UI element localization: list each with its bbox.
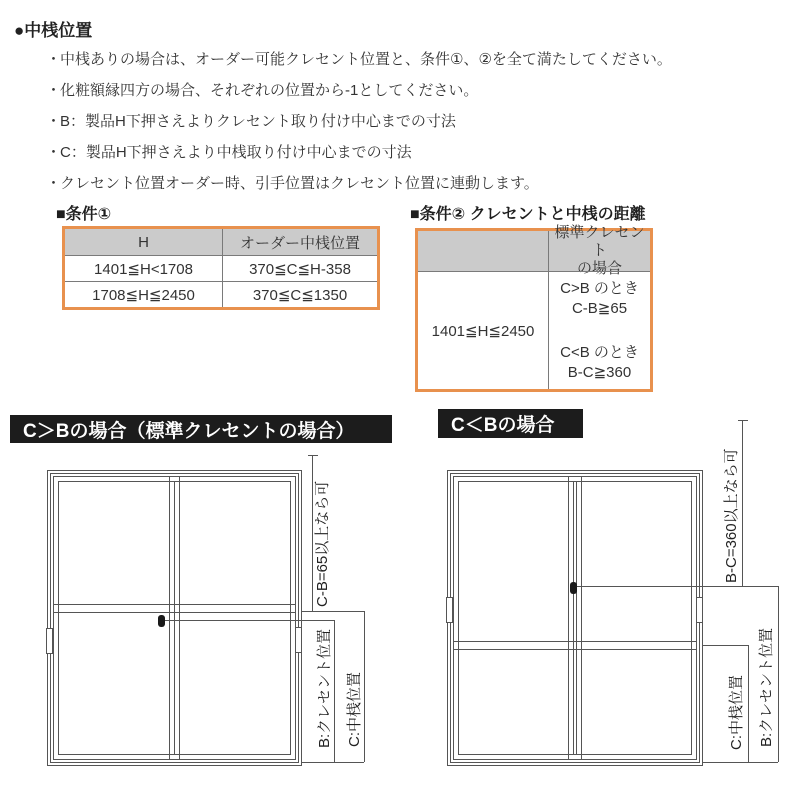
dim-b-label: B:クレセント位置	[758, 627, 775, 747]
leader-tick	[738, 420, 748, 421]
case-line: B-C≧360	[567, 363, 632, 381]
leader-tick	[308, 455, 318, 456]
pull-handle	[46, 628, 53, 654]
crescent-lock	[158, 615, 165, 627]
extension-line-crescent	[165, 620, 334, 621]
dim-c-label: C:中桟位置	[728, 674, 745, 750]
table-cell: 370≦C≦H-358	[222, 255, 377, 281]
bullet-marker: ・	[46, 51, 62, 68]
dimension-line-c	[364, 611, 365, 762]
mid-rail	[453, 641, 697, 650]
bullet-item	[46, 168, 786, 199]
dim-c-label: C:中桟位置	[346, 671, 363, 747]
window-panel-left	[453, 476, 582, 760]
bullet-text: B：製品H下押さえよりクレセント取り付け中心までの寸法	[60, 113, 456, 130]
extension-line-rail	[703, 645, 748, 646]
dim-b-label: B:クレセント位置	[316, 628, 333, 748]
pull-handle	[295, 627, 302, 653]
table-cell: 1401≦H≦2450	[418, 271, 548, 389]
case-line: C>B のとき	[560, 279, 639, 297]
dimension-line-b	[334, 620, 335, 762]
condition2-table	[415, 224, 653, 392]
glass-pane	[174, 481, 291, 755]
pull-handle	[696, 597, 703, 623]
case-line: C-B≧65	[571, 299, 628, 317]
table-header-cell: オーダー中桟位置	[222, 229, 377, 255]
bullet-marker: ・	[46, 175, 62, 192]
table-cell: 1401≦H<1708	[65, 255, 222, 281]
header-line: の場合	[576, 260, 622, 277]
bullet-text: 化粧額縁四方の場合、それぞれの位置から-1としてください。	[60, 82, 479, 99]
table-cell: 1708≦H≦2450	[65, 281, 222, 307]
window-panel-right	[169, 476, 296, 760]
table-header-cell: H	[65, 229, 222, 255]
header-line: 標準クレセント	[554, 224, 645, 259]
bullet-list	[46, 44, 786, 199]
table-header-cell	[418, 231, 548, 271]
condition2-title: ■条件② クレセントと中桟の距離	[410, 206, 646, 223]
bullet-item	[46, 106, 786, 137]
page-title: ●中桟位置	[14, 21, 93, 40]
bullet-item	[46, 137, 786, 168]
bullet-marker: ・	[46, 82, 62, 99]
note-cb-label: C-B=65以上なら可	[314, 480, 331, 607]
mid-rail	[53, 604, 296, 613]
bullet-text: クレセント位置オーダー時、引手位置はクレセント位置に連動します。	[60, 175, 539, 192]
table-header-cell	[548, 224, 650, 277]
leader-line-cb	[312, 456, 313, 611]
extension-line-bottom	[302, 762, 364, 763]
leader-line-bc	[742, 421, 743, 586]
extension-line-bottom	[703, 762, 778, 763]
condition1-title: ■条件①	[56, 206, 112, 223]
bullet-item	[46, 44, 786, 75]
diagram-right-title-bar	[438, 409, 583, 438]
dimension-line-c	[748, 645, 749, 762]
extension-line-rail	[302, 611, 364, 612]
diagram-left-title-bar	[10, 415, 392, 443]
case-line: C<B のとき	[560, 343, 639, 361]
glass-pane	[573, 481, 692, 755]
bullet-marker: ・	[46, 113, 62, 130]
pull-handle	[446, 597, 453, 623]
table-cell: 370≦C≦1350	[222, 281, 377, 307]
condition1-table	[62, 226, 380, 310]
note-bc-label: B-C=360以上なら可	[723, 448, 740, 583]
bullet-text: C：製品H下押さえより中桟取り付け中心までの寸法	[60, 144, 412, 161]
crescent-lock	[570, 582, 577, 594]
bullet-marker: ・	[46, 144, 62, 161]
table-cell	[548, 271, 650, 389]
bullet-text: 中桟ありの場合は、オーダー可能クレセント位置と、条件①、②を全て満たしてください。	[60, 51, 672, 68]
bullet-item	[46, 75, 786, 106]
dimension-line-b	[778, 586, 779, 762]
diagram-right-title: C＜Bの場合	[451, 415, 555, 436]
diagram-left-title: C＞Bの場合（標準クレセントの場合）	[23, 420, 355, 442]
window-panel-right	[568, 476, 697, 760]
extension-line-crescent	[577, 586, 778, 587]
glass-pane	[458, 481, 577, 755]
